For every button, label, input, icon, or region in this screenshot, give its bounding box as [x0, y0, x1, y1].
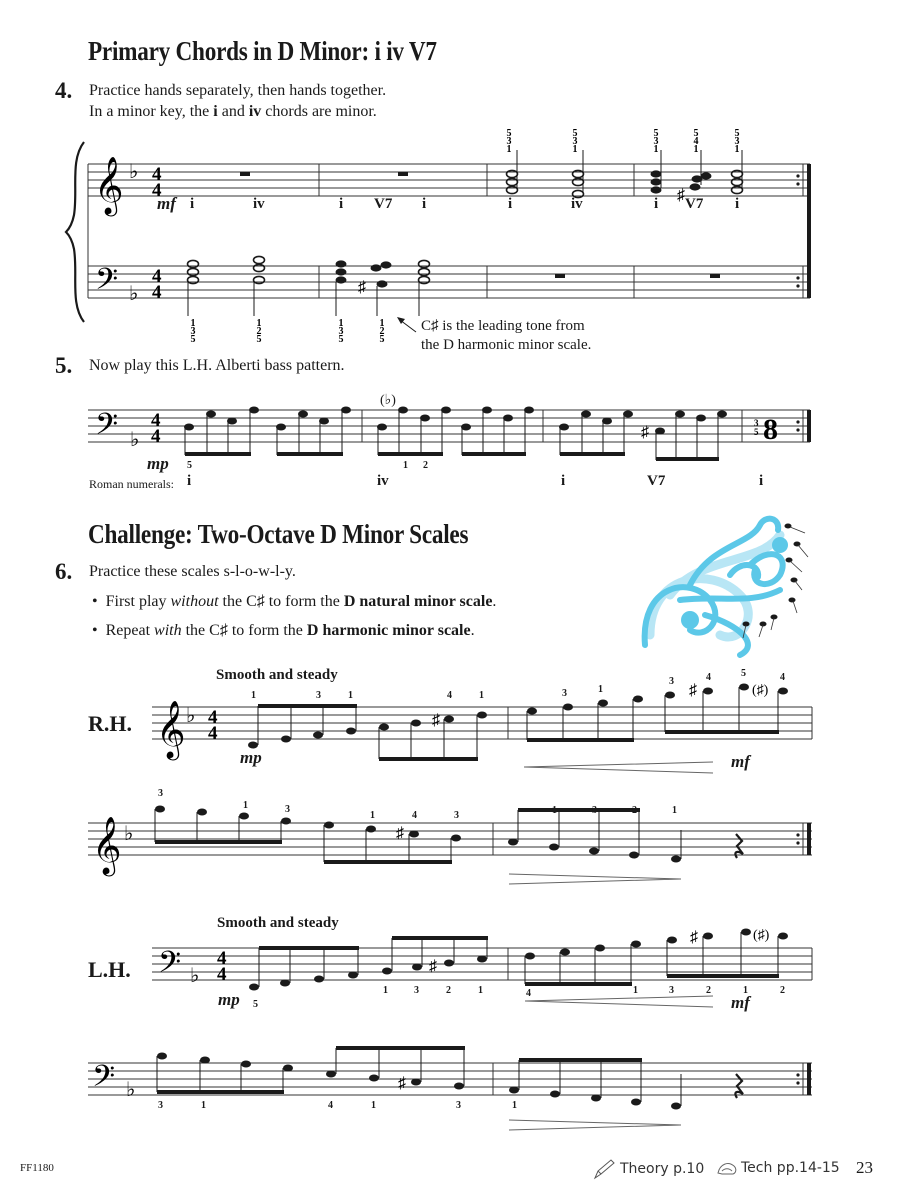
svg-text:4: 4: [217, 948, 227, 969]
svg-text:4: 4: [151, 410, 161, 431]
svg-text:♯: ♯: [429, 958, 437, 975]
exercise-number-6: 6.: [55, 559, 73, 584]
roman-numeral: i: [654, 196, 659, 212]
roman-numeral: V7: [374, 196, 393, 212]
fingering: 1: [370, 810, 375, 821]
fingering: 5: [741, 668, 746, 679]
svg-text:4: 4: [208, 723, 218, 744]
whole-rest-icon: [710, 274, 720, 278]
fingering: 4: [328, 1100, 333, 1111]
svg-text:♯: ♯: [677, 187, 685, 204]
fingering: 1: [403, 460, 408, 471]
fingering: 2: [423, 460, 428, 471]
svg-text:♯: ♯: [690, 929, 698, 946]
svg-text:5: 5: [754, 427, 759, 437]
svg-text:4: 4: [152, 282, 162, 303]
fingering: 1: [243, 800, 248, 811]
svg-text:1: 1: [693, 144, 699, 155]
fingering: 4: [780, 672, 785, 683]
text-fragment: chords are minor.: [261, 103, 377, 120]
bass-clef-icon: 𝄢: [95, 263, 119, 303]
roman-numeral: i: [735, 196, 740, 212]
svg-text:3: 3: [190, 326, 196, 337]
treble-clef-icon: 𝄞: [94, 157, 124, 213]
diminuendo-hairpin: [509, 874, 681, 884]
roman-numeral: iv: [253, 196, 265, 212]
page-number: 23: [856, 1158, 873, 1177]
fingering: 2: [706, 985, 711, 996]
fingering: 4: [706, 672, 711, 683]
roman-numeral: i: [759, 473, 764, 489]
svg-text:1: 1: [338, 318, 344, 329]
roman-numeral: i: [561, 473, 566, 489]
hand-icon: [716, 1158, 738, 1178]
fingering: 1: [598, 684, 603, 695]
roman-numeral: i: [422, 196, 427, 212]
fingering: 1: [371, 1100, 376, 1111]
flat-icon: ♭: [126, 1079, 136, 1101]
fingering: 2: [780, 985, 785, 996]
flat-icon: ♭: [129, 161, 139, 183]
lh-scale-staff-1: [0, 920, 900, 1020]
roman-numeral: i: [190, 196, 195, 212]
svg-text:(♯): (♯): [752, 683, 769, 698]
bullet-2: • Repeat with the C♯ to form the D harmonic minor scale.: [92, 622, 475, 639]
dynamic-mp: mp: [240, 748, 262, 767]
exercise-4-instruction-line1: Practice hands separately, then hands together.: [89, 82, 387, 99]
dynamic-mp: mp: [218, 990, 240, 1009]
svg-text:4: 4: [208, 707, 218, 728]
tempo-marking-rh: Smooth and steady: [216, 667, 338, 683]
whole-rest-icon: [398, 172, 408, 176]
pencil-icon: [592, 1158, 616, 1180]
text-bold: D harmonic minor scale: [306, 622, 471, 639]
text-fragment: the C♯ to form the: [181, 622, 307, 639]
dynamic-mp: mp: [147, 454, 169, 473]
tech-reference: [716, 1158, 840, 1178]
svg-text:♯: ♯: [398, 1075, 406, 1092]
fingering: 5: [253, 999, 258, 1010]
flat-icon: ♭: [129, 283, 139, 305]
rh-label: R.H.: [88, 711, 132, 736]
svg-text:5: 5: [379, 334, 385, 345]
svg-text:3: 3: [506, 136, 512, 147]
svg-text:1: 1: [190, 318, 196, 329]
treble-clef-icon: 𝄞: [92, 817, 122, 873]
text-fragment: the C♯ to form the: [218, 593, 344, 610]
fingering: 1: [512, 1100, 517, 1111]
fingering: 3: [592, 805, 597, 816]
rh-scale-staff-2: [0, 790, 900, 890]
exercise-number-5: 5.: [55, 353, 73, 378]
svg-text:♯: ♯: [641, 424, 649, 441]
text-bold: D natural minor scale: [343, 593, 493, 610]
svg-text:4: 4: [152, 164, 162, 185]
roman-numeral: V7: [647, 473, 666, 489]
fingering: 3: [456, 1100, 461, 1111]
svg-text:♯: ♯: [432, 712, 440, 729]
text-bold-i: i: [213, 103, 218, 120]
fingering: 4: [526, 988, 531, 999]
svg-text:5: 5: [190, 334, 196, 345]
exercise-number-4: 4.: [55, 78, 73, 103]
fingering: 2: [446, 985, 451, 996]
svg-text:4: 4: [217, 964, 227, 985]
svg-text:3: 3: [754, 418, 759, 428]
text-bold-iv: iv: [248, 103, 262, 120]
text-fragment: In a minor key, the: [89, 103, 214, 120]
bass-clef-icon: 𝄢: [95, 408, 119, 448]
theory-reference: [592, 1158, 704, 1180]
fingering: 1: [383, 985, 388, 996]
svg-text:(♯): (♯): [753, 928, 770, 943]
fingering: 1: [633, 985, 638, 996]
flat-icon: ♭: [130, 429, 140, 451]
svg-text:3: 3: [338, 326, 344, 337]
text-fragment: Repeat: [105, 622, 155, 639]
diminuendo-hairpin: [509, 1120, 681, 1130]
text-fragment: and: [217, 103, 249, 120]
dynamic-mf: mf: [731, 993, 750, 1012]
svg-text:3: 3: [734, 136, 740, 147]
treble-clef-icon: 𝄞: [156, 701, 186, 757]
roman-numerals-label: Roman numerals:: [89, 477, 174, 491]
quarter-rest-icon: [735, 1074, 743, 1098]
fingering: 3: [454, 810, 459, 821]
text-fragment: .: [470, 622, 475, 639]
svg-text:♯: ♯: [358, 279, 366, 296]
svg-text:1: 1: [379, 318, 385, 329]
fingering: 1: [251, 690, 256, 701]
fingering: 5: [187, 460, 192, 471]
svg-text:1: 1: [653, 144, 659, 155]
fingering: 1: [672, 805, 677, 816]
section-title-challenge: Challenge: Two-Octave D Minor Scales: [88, 519, 469, 549]
fingering: 4: [447, 690, 452, 701]
roman-numeral: i: [187, 473, 192, 489]
fingering: 1: [201, 1100, 206, 1111]
bass-clef-icon: 𝄢: [92, 1060, 116, 1100]
book-code: FF1180: [20, 1162, 54, 1174]
roman-numeral: iv: [571, 196, 583, 212]
svg-text:3: 3: [572, 136, 578, 147]
svg-text:5: 5: [572, 128, 578, 139]
flat-icon: ♭: [186, 705, 196, 727]
courtesy-flat: (♭): [380, 393, 396, 408]
crescendo-hairpin: [525, 996, 713, 1007]
fingering: 3: [414, 985, 419, 996]
dynamic-mf: mf: [731, 752, 750, 771]
fingering: 3: [285, 804, 290, 815]
svg-text:2: 2: [256, 326, 262, 337]
flat-icon: ♭: [124, 823, 134, 845]
fingering: 3: [158, 788, 163, 799]
svg-text:5: 5: [338, 334, 344, 345]
svg-text:5: 5: [506, 128, 512, 139]
fingering: 1: [479, 690, 484, 701]
text-italic: without: [170, 593, 219, 610]
crescendo-hairpin: [524, 762, 713, 773]
fingering: 3: [669, 985, 674, 996]
svg-text:1: 1: [572, 144, 578, 155]
decorative-swirl-icon: [630, 505, 820, 665]
fingering: 3: [316, 690, 321, 701]
fingering: 4: [412, 810, 417, 821]
lh-label: L.H.: [88, 957, 131, 982]
svg-text:5: 5: [734, 128, 740, 139]
exercise-6-instruction: Practice these scales s-l-o-w-l-y.: [89, 563, 296, 580]
fingering: 1: [743, 985, 748, 996]
roman-numeral: V7: [685, 196, 704, 212]
svg-text:1: 1: [734, 144, 740, 155]
fingering: 3: [158, 1100, 163, 1111]
bass-clef-icon: 𝄢: [158, 946, 182, 986]
svg-text:3: 3: [653, 136, 659, 147]
fingering: 2: [632, 805, 637, 816]
svg-text:♯: ♯: [689, 682, 697, 699]
svg-text:5: 5: [653, 128, 659, 139]
fingering: 3: [562, 688, 567, 699]
roman-numeral: i: [508, 196, 513, 212]
fingering: 1: [478, 985, 483, 996]
svg-text:5: 5: [693, 128, 699, 139]
flat-icon: ♭: [190, 965, 200, 987]
brace-icon: [66, 142, 84, 322]
svg-text:1: 1: [256, 318, 262, 329]
section-title-primary-chords: Primary Chords in D Minor: i iv V7: [88, 36, 437, 66]
svg-text:4: 4: [151, 426, 161, 447]
text-fragment: First play: [105, 593, 171, 610]
roman-numeral: iv: [377, 473, 389, 489]
leading-tone-annotation-line1: C♯ is the leading tone from: [421, 318, 585, 334]
tech-reference-label: Tech pp.14-15: [741, 1160, 840, 1176]
exercise-5-instruction: Now play this L.H. Alberti bass pattern.: [89, 357, 345, 374]
quarter-rest-icon: [735, 834, 743, 858]
fingering: 1: [348, 690, 353, 701]
whole-rest-icon: [555, 274, 565, 278]
svg-text:5: 5: [256, 334, 262, 345]
fingering: 3: [669, 676, 674, 687]
text-italic: with: [154, 622, 182, 639]
svg-text:♯: ♯: [396, 825, 404, 842]
leading-tone-annotation-line2: the D harmonic minor scale.: [421, 337, 592, 353]
text-fragment: .: [492, 593, 497, 610]
svg-text:4: 4: [152, 180, 162, 201]
roman-numeral: i: [339, 196, 344, 212]
tempo-marking-lh: Smooth and steady: [217, 915, 339, 931]
whole-note-chord: 8: [763, 413, 778, 446]
dynamic-mf: mf: [157, 194, 176, 213]
lh-scale-staff-2: [0, 1030, 900, 1140]
whole-rest-icon: [240, 172, 250, 176]
svg-text:2: 2: [379, 326, 385, 337]
svg-text:4: 4: [693, 136, 699, 147]
svg-text:4: 4: [152, 266, 162, 287]
fingering: 1: [552, 805, 557, 816]
theory-reference-label: Theory p.10: [620, 1161, 705, 1177]
svg-text:1: 1: [506, 144, 512, 155]
bullet-1: • First play without the C♯ to form the D natural minor scale.: [92, 593, 497, 610]
